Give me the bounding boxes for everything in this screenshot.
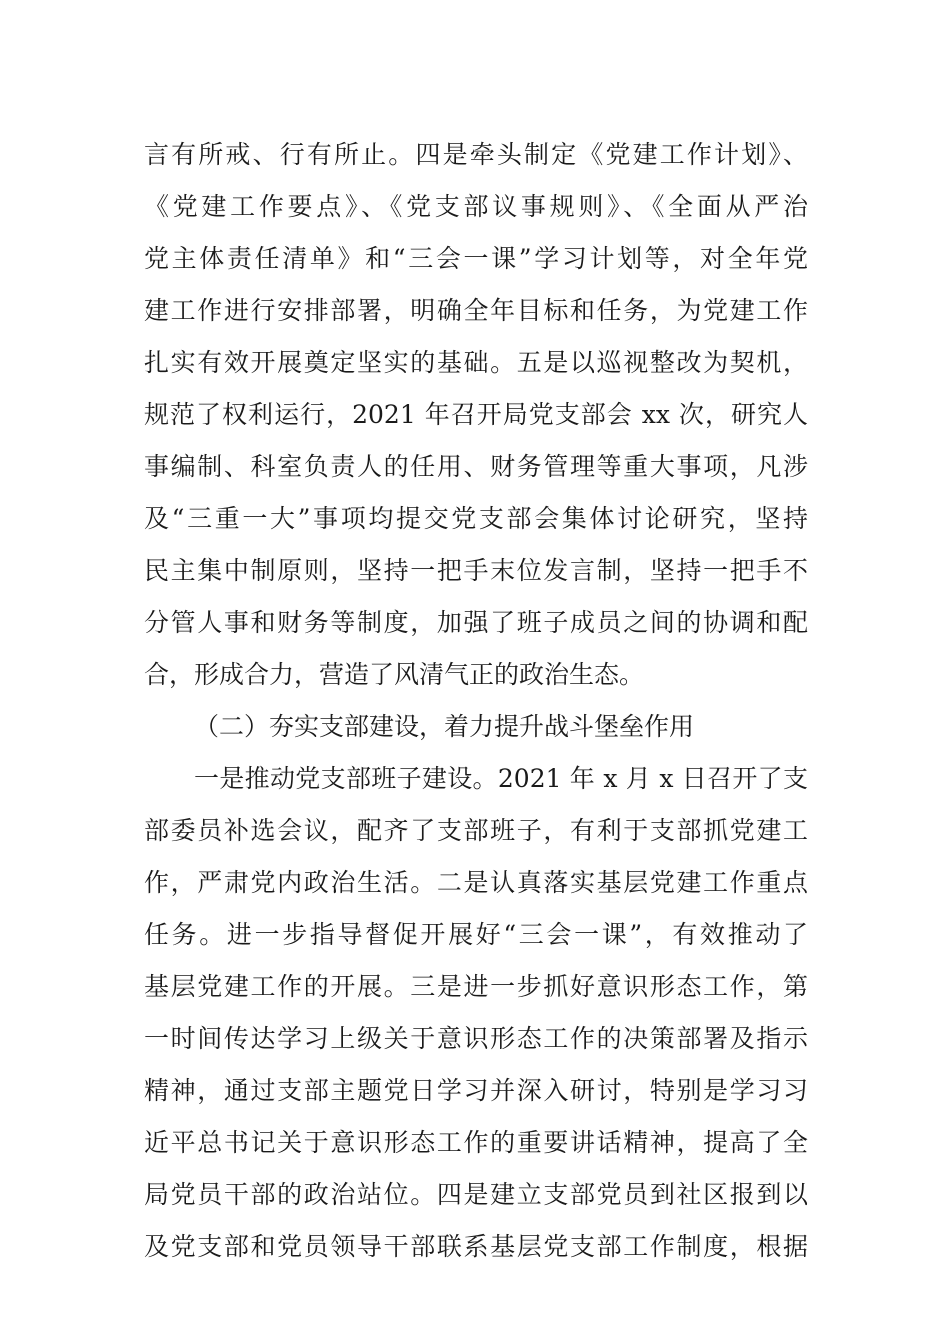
paragraph-2: [144, 753, 808, 1273]
section-heading: （二）夯实支部建设，着力提升战斗堡垒作用: [194, 712, 695, 741]
text-line: 分管人事和财务等制度，加强了班子成员之间的协调和配: [144, 608, 808, 637]
text-line: 一是推动党支部班子建设。2021 年 x 月 x 日召开了支: [194, 764, 808, 793]
text-line: 局党员干部的政治站位。四是建立支部党员到社区报到以: [144, 1180, 808, 1209]
text-line: 基层党建工作的开展。三是进一步抓好意识形态工作，第: [144, 972, 808, 1001]
text-line: 作，严肃党内政治生活。二是认真落实基层党建工作重点: [144, 868, 808, 897]
text-line: 合，形成合力，营造了风清气正的政治生态。: [144, 660, 645, 689]
text-line: 建工作进行安排部署，明确全年目标和任务，为党建工作: [144, 296, 808, 325]
text-line: 规范了权利运行，2021 年召开局党支部会 xx 次，研究人: [144, 400, 808, 429]
text-line: 精神，通过支部主题党日学习并深入研讨，特别是学习习: [144, 1076, 808, 1105]
text-line: 民主集中制原则，坚持一把手末位发言制，坚持一把手不: [144, 556, 808, 585]
text-line: 扎实有效开展奠定坚实的基础。五是以巡视整改为契机，: [144, 348, 808, 377]
text-line: 近平总书记关于意识形态工作的重要讲话精神，提高了全: [144, 1128, 808, 1157]
text-line: 事编制、科室负责人的任用、财务管理等重大事项，凡涉: [144, 452, 808, 481]
text-line: 党主体责任清单》和“三会一课”学习计划等，对全年党: [144, 244, 808, 273]
text-line: 及“三重一大”事项均提交党支部会集体讨论研究，坚持: [144, 504, 808, 533]
paragraph-1: [144, 129, 808, 701]
text-line: 《党建工作要点》、《党支部议事规则》、《全面从严治: [144, 192, 808, 221]
text-line: 言有所戒、行有所止。四是牵头制定《党建工作计划》、: [144, 140, 808, 169]
text-line: 任务。进一步指导督促开展好“三会一课”，有效推动了: [144, 920, 808, 949]
document-body: [144, 129, 808, 1273]
text-line: 一时间传达学习上级关于意识形态工作的决策部署及指示: [144, 1024, 808, 1053]
text-line: 及党支部和党员领导干部联系基层党支部工作制度，根据: [144, 1232, 808, 1261]
text-line: 部委员补选会议，配齐了支部班子，有利于支部抓党建工: [144, 816, 808, 845]
